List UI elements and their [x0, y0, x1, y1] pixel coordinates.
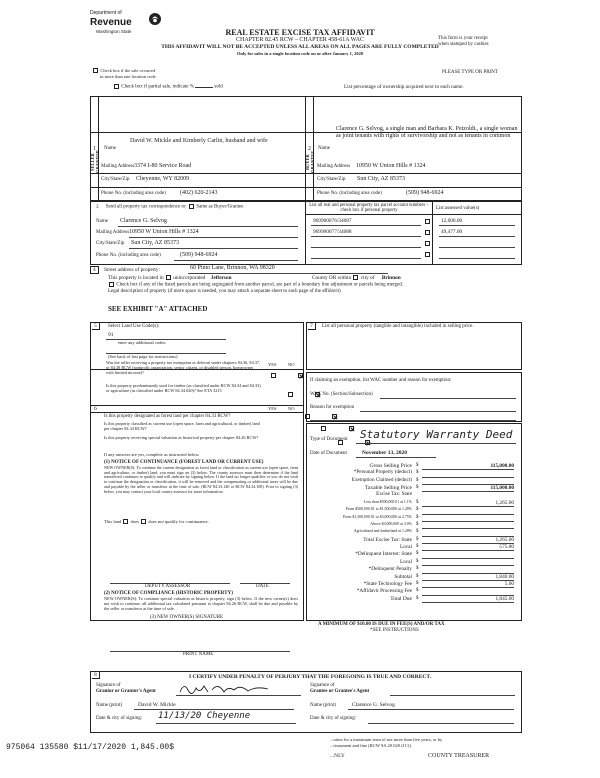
- tax-tier-4-label: Above $3,000,000 at 3.0%: [370, 521, 412, 526]
- excise-local-row: [306, 544, 522, 551]
- parcel-number[interactable]: 969900077/34088: [313, 229, 352, 235]
- buyer-city-value[interactable]: Sun City, AZ 85373: [357, 176, 405, 182]
- exemption-intro: If claiming an exemption, list WAC number and reason for exemption:: [310, 378, 452, 383]
- receipt-stamp: 975064 135580 $11/17/2020 1,845.00$: [6, 743, 175, 752]
- continuance-row: [104, 519, 209, 524]
- grantor-print-value[interactable]: David W. Mickle: [138, 702, 176, 708]
- state-technology-fee-dollar: $: [416, 580, 419, 586]
- subtotal-dollar: $: [416, 573, 419, 579]
- seller-name-value[interactable]: David W. Mickle and Kimberly Carlin, husband and wife: [130, 138, 268, 144]
- exemption-claimed-deduct-row: [306, 478, 522, 485]
- corr-mailing-value[interactable]: 10950 W Union Hills # 1324: [129, 229, 199, 235]
- section-8-num: 8: [92, 672, 100, 679]
- delinquent-interest-local-row: [306, 559, 522, 566]
- located-row: [108, 275, 401, 281]
- gross-selling-price-value[interactable]: 115,000.00: [490, 463, 514, 469]
- buyer-phone-label: Phone No. (including area code): [317, 191, 382, 196]
- taxable-selling-price-row: [306, 485, 522, 492]
- doc-type-label: Type of Document: [310, 437, 348, 442]
- personal-property-checkbox[interactable]: [425, 219, 430, 224]
- ls-no-header: NO: [288, 362, 295, 367]
- tax-tier-4-row: [306, 522, 522, 529]
- tax-lines: [306, 463, 522, 603]
- tax-tier-1-row: [306, 500, 522, 507]
- land-use-label: Select Land Use Code(s):: [108, 324, 160, 329]
- partial-sale-sold: sold: [214, 84, 223, 90]
- sig-grantee-label-2: Grantee or Grantee's Agent: [310, 689, 370, 694]
- total-excise-state-value[interactable]: 1,265.00: [495, 536, 514, 543]
- correspondence-intro-row: [96, 204, 243, 210]
- f-yes-header: YES: [268, 406, 277, 411]
- print-note: PLEASE TYPE OR PRINT: [442, 70, 498, 75]
- seller-mailing-label: Mailing Address: [101, 164, 135, 169]
- parcel-rows: [305, 215, 522, 265]
- delinquent-interest-state-label: *Delinquent Interest: State: [355, 551, 412, 558]
- land-does-checkbox[interactable]: [123, 519, 128, 524]
- state-technology-fee-value[interactable]: 5.00: [504, 580, 514, 587]
- forest-q2: Is this property classified as current use (open space, farm and agricultural, or timber) land per chapter 84.34 RCW?: [104, 421, 260, 431]
- parcel-assessed-value[interactable]: 12,600.00: [441, 218, 463, 224]
- corr-name-label: Name: [96, 219, 108, 224]
- tax-tier-5-row: [306, 529, 522, 536]
- buyer-name-value[interactable]: Clarence G. Selvog, a single man and Barbara K. Petzoldt., a single woman as joint tenants with rights of survivorship and not as tenants in common: [336, 126, 518, 139]
- dept-line1: Department of: [90, 10, 122, 16]
- land-use-q1: Was the seller receiving a property tax exemption or deferral under chapters 84.36, 84.37, or 84.38 RCW (nonprofit organization, senior citizen, or disabled person, homeowner with limited income)?: [106, 360, 261, 375]
- segregated-note: Check box if any of the listed parcels are being segregated from another parcel, are part of a boundary line adjustment or parcels being merged.: [116, 282, 403, 288]
- section-5-num: 5: [92, 323, 100, 330]
- excise-tax-state-heading-row: [306, 492, 522, 499]
- buyer-phone-value[interactable]: (509) 948-6924: [406, 190, 444, 196]
- correspondence-intro: Send all property tax correspondence to:: [105, 204, 187, 210]
- multi-location-checkbox[interactable]: [93, 68, 98, 73]
- dept-line2: Revenue: [90, 17, 132, 28]
- land-use-q2: Is this property predominantly used for timber (as classified under RCW 84.34 and 84.33) or agriculture (as classified under RCW 84.34.020)? See ETA 3215: [106, 383, 261, 393]
- grantor-signature[interactable]: [178, 680, 278, 696]
- forest-q3: Is this property receiving special valuation as historical property per chapter 84.26 RCW?: [104, 435, 259, 440]
- notice2-body: NEW OWNER(S): To continue special valuation as historic property, sign (3) below. If the new owner(s) does not wish to continue, all additional tax calculated pursuant to chapter 84.26 RCW, shall be due and payable by the seller or transferor at the time of sale.: [104, 596, 298, 611]
- form-valid-note: Only for sales in a single location code on or after January 1, 2020: [236, 51, 364, 56]
- delinquent-penalty-label: *Delinquent Penalty: [368, 566, 412, 573]
- city-of-label: city of: [360, 275, 375, 281]
- gross-selling-price-label: Gross Selling Price: [369, 463, 412, 469]
- tax-tier-2-dollar: $: [416, 507, 419, 513]
- buyer-city-label: City/State/Zip: [317, 177, 346, 182]
- street-label: Street address of property:: [103, 267, 161, 273]
- same-as-buyer-label: Same as Buyer/Grantee: [196, 204, 244, 210]
- buyer-mailing-value[interactable]: 10950 W Union Hills # 1324: [356, 163, 426, 169]
- notice2-title: (2) NOTICE OF COMPLIANCE (HISTORIC PROPERTY): [104, 591, 233, 596]
- same-as-buyer-checkbox[interactable]: [189, 204, 194, 209]
- unincorporated-checkbox[interactable]: [166, 275, 171, 280]
- personal-property-checkbox[interactable]: [425, 252, 430, 257]
- land-use-see-back: (See back of last page for instructions): [108, 354, 178, 359]
- certify-statement: I CERTIFY UNDER PENALTY OF PERJURY THAT THE FOREGOING IS TRUE AND CORRECT.: [188, 674, 431, 680]
- partial-sale-label: Check box if partial sale, indicate %: [121, 84, 194, 90]
- county-treasurer-label: COUNTY TREASURER: [428, 753, 490, 759]
- this-land-label: This land: [104, 519, 122, 524]
- exhibit-note: SEE EXHIBIT "A" ATTACHED: [108, 305, 208, 313]
- dept-line3: Washington State: [96, 29, 132, 34]
- state-technology-fee-label: *State Technology Fee: [363, 580, 412, 587]
- seller-phone-value[interactable]: (402) 620-2143: [180, 190, 218, 196]
- section-7-num: 7: [308, 323, 316, 330]
- excise-local-dollar: $: [416, 544, 419, 550]
- partial-sale-row: [113, 84, 223, 90]
- tax-tier-3-dollar: $: [416, 514, 419, 520]
- form-title: REAL ESTATE EXCISE TAX AFFIDAVIT: [225, 28, 375, 37]
- subtotal-value[interactable]: 1,840.00: [495, 573, 514, 580]
- only-label: ...NLY: [330, 753, 345, 759]
- grantee-print-value[interactable]: Clarence G. Selvog: [352, 702, 395, 708]
- personal-label: List all personal property (tangible and intangible) included in selling price.: [322, 324, 474, 329]
- affidavit-processing-fee-row: [306, 588, 522, 595]
- sig-grantee-label-1: Signature of: [310, 683, 335, 688]
- taxable-selling-price-label: Taxable Selling Price: [365, 485, 412, 492]
- doc-type-value[interactable]: Statutory Warranty Deed: [360, 428, 513, 441]
- notice1-body: NEW OWNER(S): To continue the current designation as forest land or classification as current use (open space, farm and agriculture, or timber) land, you must sign on (3) below. The county assessor must then determine if the land transferred continues to qualify and will indicate by signing below. If the land no longer qualifies or you do not wish to continue the designation or classification, it will be removed and the compensating or additional taxes will be due and payable by the seller or transferor at the time of sale. (RCW 84.33.140 or RCW 84.34.108). Prior to signing (3) below, you may contact your local county assessor for more information.: [104, 465, 298, 494]
- delinquent-interest-local-label: Local: [399, 558, 412, 565]
- excise-local-value[interactable]: 575.00: [499, 544, 514, 551]
- tax-tier-4-dollar: $: [416, 521, 419, 527]
- state-technology-fee-row: [306, 581, 522, 588]
- multi-location-label-2: in more than one location code.: [100, 74, 157, 79]
- taxable-selling-price-dollar: $: [416, 485, 419, 491]
- city-value[interactable]: Brinnon: [381, 275, 401, 281]
- form-chapter: CHAPTER 82.45 RCW – CHAPTER 458-61A WAC: [236, 37, 364, 43]
- seller-mailing-value[interactable]: 3374 I-80 Service Road: [134, 163, 192, 169]
- county-label: County OR within: [312, 275, 352, 281]
- receipt-note-2: when stamped by cashier.: [438, 42, 490, 47]
- section-4-num: 4: [90, 266, 99, 274]
- corr-phone-value[interactable]: (509) 948-6924: [180, 252, 218, 258]
- tax-tier-1-dollar: $: [416, 499, 419, 505]
- doc-date-label: Date of Document: [310, 451, 347, 456]
- sig-grantor-label-2: Grantor or Grantor's Agent: [96, 689, 156, 694]
- perjury-note-1: ...ution for a maximum term of not more than five years, or by: [330, 737, 443, 742]
- exemption-claimed-deduct-label: Exemption Claimed (deduct): [351, 476, 412, 483]
- form-warning: THIS AFFIDAVIT WILL NOT BE ACCEPTED UNLESS ALL AREAS ON ALL PAGES ARE FULLY COMPLETED: [161, 44, 439, 50]
- wac-label: WAC No. (Section/Subsection): [310, 392, 373, 397]
- segregated-checkbox[interactable]: [109, 282, 114, 287]
- section-1-num: 1: [93, 146, 96, 152]
- tax-tier-1-value[interactable]: 1,265.00: [495, 499, 514, 506]
- new-owner-sig-label: (3) NEW OWNER(S) SIGNATURE: [150, 615, 224, 620]
- subtotal-label: Subtotal: [394, 573, 412, 580]
- ls-yes-header: YES: [268, 362, 277, 367]
- land-use-additional: enter any additional codes:: [118, 340, 167, 345]
- total-due-dollar: $: [416, 595, 419, 601]
- legal-note: Legal description of property (if more space is needed, you may attach a separate sheet to each page of the affidavit): [108, 289, 341, 294]
- personal-property-deduct-dollar: $: [416, 470, 419, 476]
- grantor-print-label: Name (print): [96, 703, 122, 708]
- does-not-label: does not qualify for continuance.: [148, 519, 209, 524]
- affidavit-processing-fee-dollar: $: [416, 588, 419, 594]
- seller-name-label: Name: [104, 146, 116, 151]
- parcel-assessed-value[interactable]: 49,477.00: [441, 229, 463, 235]
- sig-grantor-label-1: Signature of: [96, 683, 121, 688]
- land-does-not-checkbox[interactable]: [141, 519, 146, 524]
- personal-property-deduct-row: [306, 470, 522, 477]
- notice1-title: (1) NOTICE OF CONTINUANCE (FOREST LAND OR CURRENT USE): [104, 460, 264, 465]
- section-6-num: 6: [94, 406, 97, 412]
- corr-city-value[interactable]: Sun City, AZ 85373: [131, 240, 179, 246]
- section-2-num: 2: [308, 146, 311, 152]
- f-no-header: NO: [288, 406, 295, 411]
- total-due-row: [306, 596, 522, 603]
- partial-sale-checkbox[interactable]: [114, 84, 119, 89]
- buyer-name-label: Name: [318, 146, 330, 151]
- seller-city-label: City/State/Zip: [101, 177, 130, 182]
- located-label: This property is located in: [108, 275, 164, 281]
- corr-mailing-label: Mailing Address: [96, 230, 130, 235]
- receipt-note-1: This form is your receipt: [438, 36, 488, 41]
- tax-tier-3-row: [306, 515, 522, 522]
- tax-tier-3-label: From $1,500,000.01 to $3,000,000 at 2.75%: [342, 514, 412, 519]
- tax-tier-1-label: Less than $500,000.01 at 1.1%: [363, 499, 412, 504]
- does-label: does: [130, 519, 139, 524]
- ownership-note: List percentage of ownership acquired next to each name.: [344, 84, 464, 90]
- total-due-label: Total Due: [390, 595, 412, 602]
- section-4-row: [90, 266, 160, 274]
- parcel-number[interactable]: 969900076/34087: [313, 218, 352, 224]
- excise-local-label: Local: [399, 544, 412, 551]
- total-excise-state-row: [306, 537, 522, 544]
- exemption-reason-label: Reason for exemption: [310, 405, 355, 410]
- forest-any-yes: If any answers are yes, complete as instructed below.: [104, 452, 200, 457]
- tax-tier-5-dollar: $: [416, 529, 419, 535]
- parcels-header-right: List assessed value(s): [436, 206, 480, 211]
- multi-location-label-1: Check box if the sale occurred: [100, 68, 156, 73]
- seller-city-value[interactable]: Cheyenne, WY 82009: [136, 176, 190, 182]
- total-excise-state-label: Total Excise Tax: State: [363, 536, 412, 543]
- total-excise-state-dollar: $: [416, 536, 419, 542]
- grantor-date-value[interactable]: 11/13/20 Cheyenne: [158, 711, 251, 721]
- perjury-note-2: ...risonment and fine (RCW 9A.20.020 (1C)).: [330, 743, 413, 748]
- exemption-claimed-deduct-dollar: $: [416, 477, 419, 483]
- forest-q1: Is this property designated as forest land per chapter 84.33 RCW?: [104, 414, 231, 419]
- land-use-code[interactable]: 91: [108, 332, 114, 338]
- gross-selling-price-row: [306, 463, 522, 470]
- print-name-label: PRINT NAME: [183, 652, 214, 657]
- grantee-date-label: Date & city of signing:: [310, 716, 357, 721]
- delinquent-penalty-row: [306, 566, 522, 573]
- personal-property-checkbox[interactable]: [425, 241, 430, 246]
- buyer-mailing-label: Mailing Address: [317, 164, 351, 169]
- minimum-note: A MINIMUM OF $10.00 IS DUE IN FEE(S) AND/OR TAX: [318, 622, 445, 627]
- see-instructions: *SEE INSTRUCTIONS: [370, 628, 419, 633]
- affidavit-processing-fee-label: *Affidavit Processing Fee: [356, 588, 412, 595]
- corr-phone-label: Phone No. (including area code): [96, 253, 161, 258]
- personal-property-deduct-label: *Personal Property (deduct): [353, 469, 412, 476]
- lu-q1-no-checkbox[interactable]: [298, 373, 303, 378]
- lu-q1-yes-checkbox[interactable]: [271, 373, 276, 378]
- delinquent-interest-local-dollar: $: [416, 558, 419, 564]
- tax-tier-5-label: Agricultural and timberland at 1.28%: [353, 529, 412, 534]
- wa-seal-icon: [148, 12, 162, 26]
- grantor-date-label: Date & city of signing:: [96, 716, 143, 721]
- unincorporated-label: unincorporated: [173, 275, 206, 281]
- gross-selling-price-dollar: $: [416, 463, 419, 468]
- city-of-checkbox[interactable]: [353, 275, 358, 280]
- delinquent-interest-state-row: [306, 551, 522, 558]
- seller-phone-label: Phone No. (including area code): [101, 191, 166, 196]
- personal-property-checkbox[interactable]: [425, 230, 430, 235]
- deputy-date-label: DATE: [256, 584, 269, 589]
- taxable-selling-price-value[interactable]: 115,000.00: [490, 485, 514, 492]
- doc-date-value[interactable]: November 13, 2020: [362, 450, 407, 456]
- segregated-row: [108, 282, 403, 288]
- section-3-num: 3: [96, 204, 99, 210]
- lu-q2-yes-checkbox[interactable]: [288, 392, 293, 397]
- tax-tier-2-row: [306, 507, 522, 514]
- dept-logo: [90, 8, 170, 36]
- total-due-value[interactable]: 1,845.00: [495, 595, 514, 602]
- delinquent-interest-state-dollar: $: [416, 551, 419, 557]
- street-value[interactable]: 60 Pinto Lane, Brinnon, WA 98320: [190, 265, 275, 271]
- corr-city-label: City/State/Zip: [96, 241, 125, 246]
- seller-side-label: SELLER GRANTOR: [90, 150, 101, 174]
- parcels-header-left: List all real and personal property tax parcel account numbers – check box if personal property: [309, 203, 429, 214]
- buyer-side-label: BUYER GRANTEE: [305, 150, 316, 174]
- grantee-print-label: Name (print): [310, 703, 336, 708]
- delinquent-penalty-dollar: $: [416, 566, 419, 572]
- county-value[interactable]: Jefferson: [210, 275, 232, 281]
- tax-tier-2-label: From $500,000.01 to $1,500,000 at 1.28%: [345, 507, 412, 512]
- subtotal-row: [306, 574, 522, 581]
- deputy-assessor-label: DEPUTY ASSESSOR: [145, 584, 191, 589]
- corr-name-value[interactable]: Clarence G. Selvog: [120, 218, 167, 224]
- excise-tax-state-heading-label: Excise Tax: State: [376, 491, 412, 498]
